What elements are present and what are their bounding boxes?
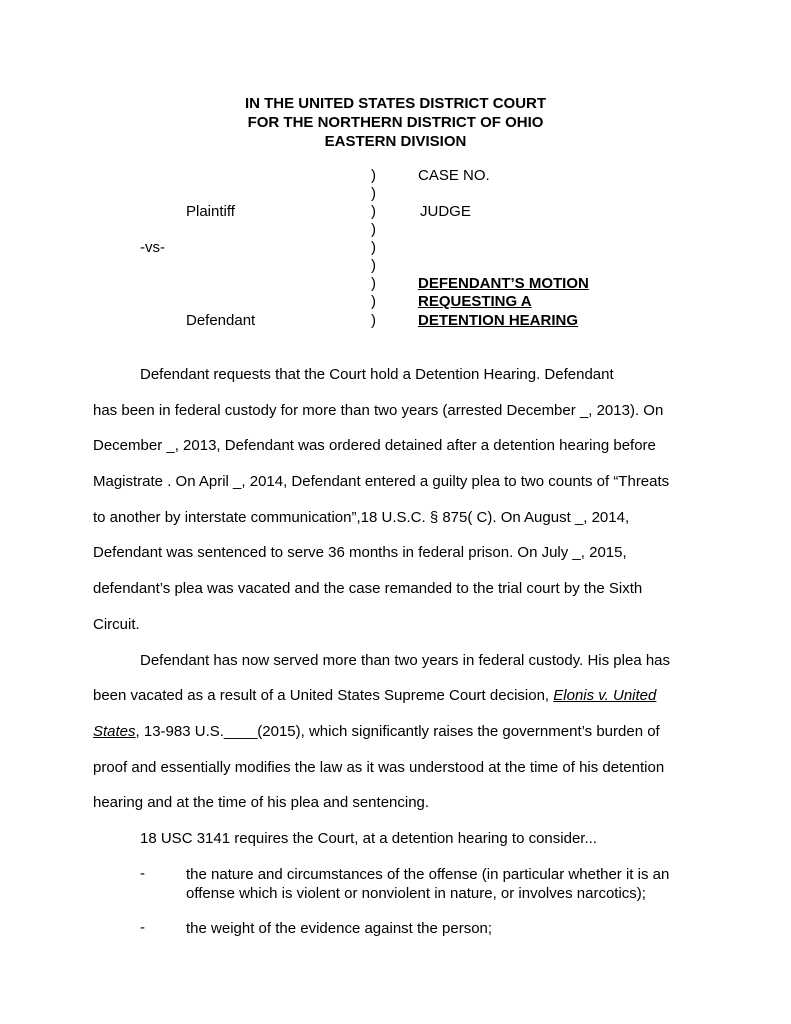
bullet-dash: - [140, 865, 145, 882]
paragraph-line [93, 686, 656, 706]
caption-paren: ) [371, 203, 376, 220]
paragraph-line: proof and essentially modifies the law as it was understood at the time of his detention [93, 759, 665, 776]
paragraph-line: Magistrate . On April _, 2014, Defendant entered a guilty plea to two counts of “Threats [93, 473, 670, 490]
paragraph-text: , 13-983 U.S.____(2015), which significantly raises the government’s burden of [135, 723, 660, 740]
court-header-line-1: IN THE UNITED STATES DISTRICT COURT [244, 95, 547, 112]
defendant-label: Defendant [186, 312, 256, 329]
motion-title-line-3: DETENTION HEARING [418, 312, 579, 329]
caption-paren: ) [371, 221, 376, 238]
paragraph-line: Defendant requests that the Court hold a Detention Hearing. Defendant [140, 366, 614, 383]
paragraph-line: to another by interstate communication”,18 U.S.C. § 875( C). On August _, 2014, [93, 509, 630, 526]
list-item-continuation: offense which is violent or nonviolent in nature, or involves narcotics); [186, 885, 646, 902]
caption-paren: ) [371, 167, 376, 184]
paragraph-line: Defendant was sentenced to serve 36 months in federal prison. On July _, 2015, [93, 544, 627, 561]
case-citation: States [93, 723, 136, 740]
caption-paren: ) [371, 312, 376, 329]
paragraph-line: Defendant has now served more than two years in federal custody. His plea has [140, 652, 671, 669]
paragraph-line [93, 722, 660, 742]
paragraph-text: been vacated as a result of a United States Supreme Court decision, [93, 687, 554, 704]
motion-title-line-2: REQUESTING A [418, 293, 532, 310]
court-header-line-2: FOR THE NORTHERN DISTRICT OF OHIO [247, 114, 544, 131]
bullet-dash: - [140, 919, 145, 936]
caption-paren: ) [371, 257, 376, 274]
caption-paren: ) [371, 239, 376, 256]
caption-paren: ) [371, 275, 376, 292]
case-citation: Elonis v. United [553, 687, 657, 704]
caption-paren: ) [371, 293, 376, 310]
court-header [0, 94, 791, 151]
case-number-label: CASE NO. [418, 167, 490, 184]
list-item: the weight of the evidence against the person; [186, 920, 493, 937]
paragraph-line: Circuit. [93, 616, 140, 633]
versus-label: -vs- [140, 239, 165, 256]
paragraph-line: December _, 2013, Defendant was ordered detained after a detention hearing before [93, 437, 656, 454]
paragraph-3: 18 USC 3141 requires the Court, at a detention hearing to consider... [140, 830, 597, 847]
plaintiff-label: Plaintiff [186, 203, 235, 220]
judge-label: JUDGE [420, 203, 471, 220]
paragraph-line: has been in federal custody for more than two years (arrested December _, 2013). On [93, 402, 664, 419]
paragraph-line: hearing and at the time of his plea and sentencing. [93, 794, 430, 811]
paragraph-line: defendant’s plea was vacated and the case remanded to the trial court by the Sixth [93, 580, 643, 597]
caption-paren: ) [371, 185, 376, 202]
motion-title-line-1: DEFENDANT’S MOTION [418, 275, 589, 292]
list-item: the nature and circumstances of the offense (in particular whether it is an [186, 866, 670, 883]
court-header-line-3: EASTERN DIVISION [324, 133, 467, 150]
